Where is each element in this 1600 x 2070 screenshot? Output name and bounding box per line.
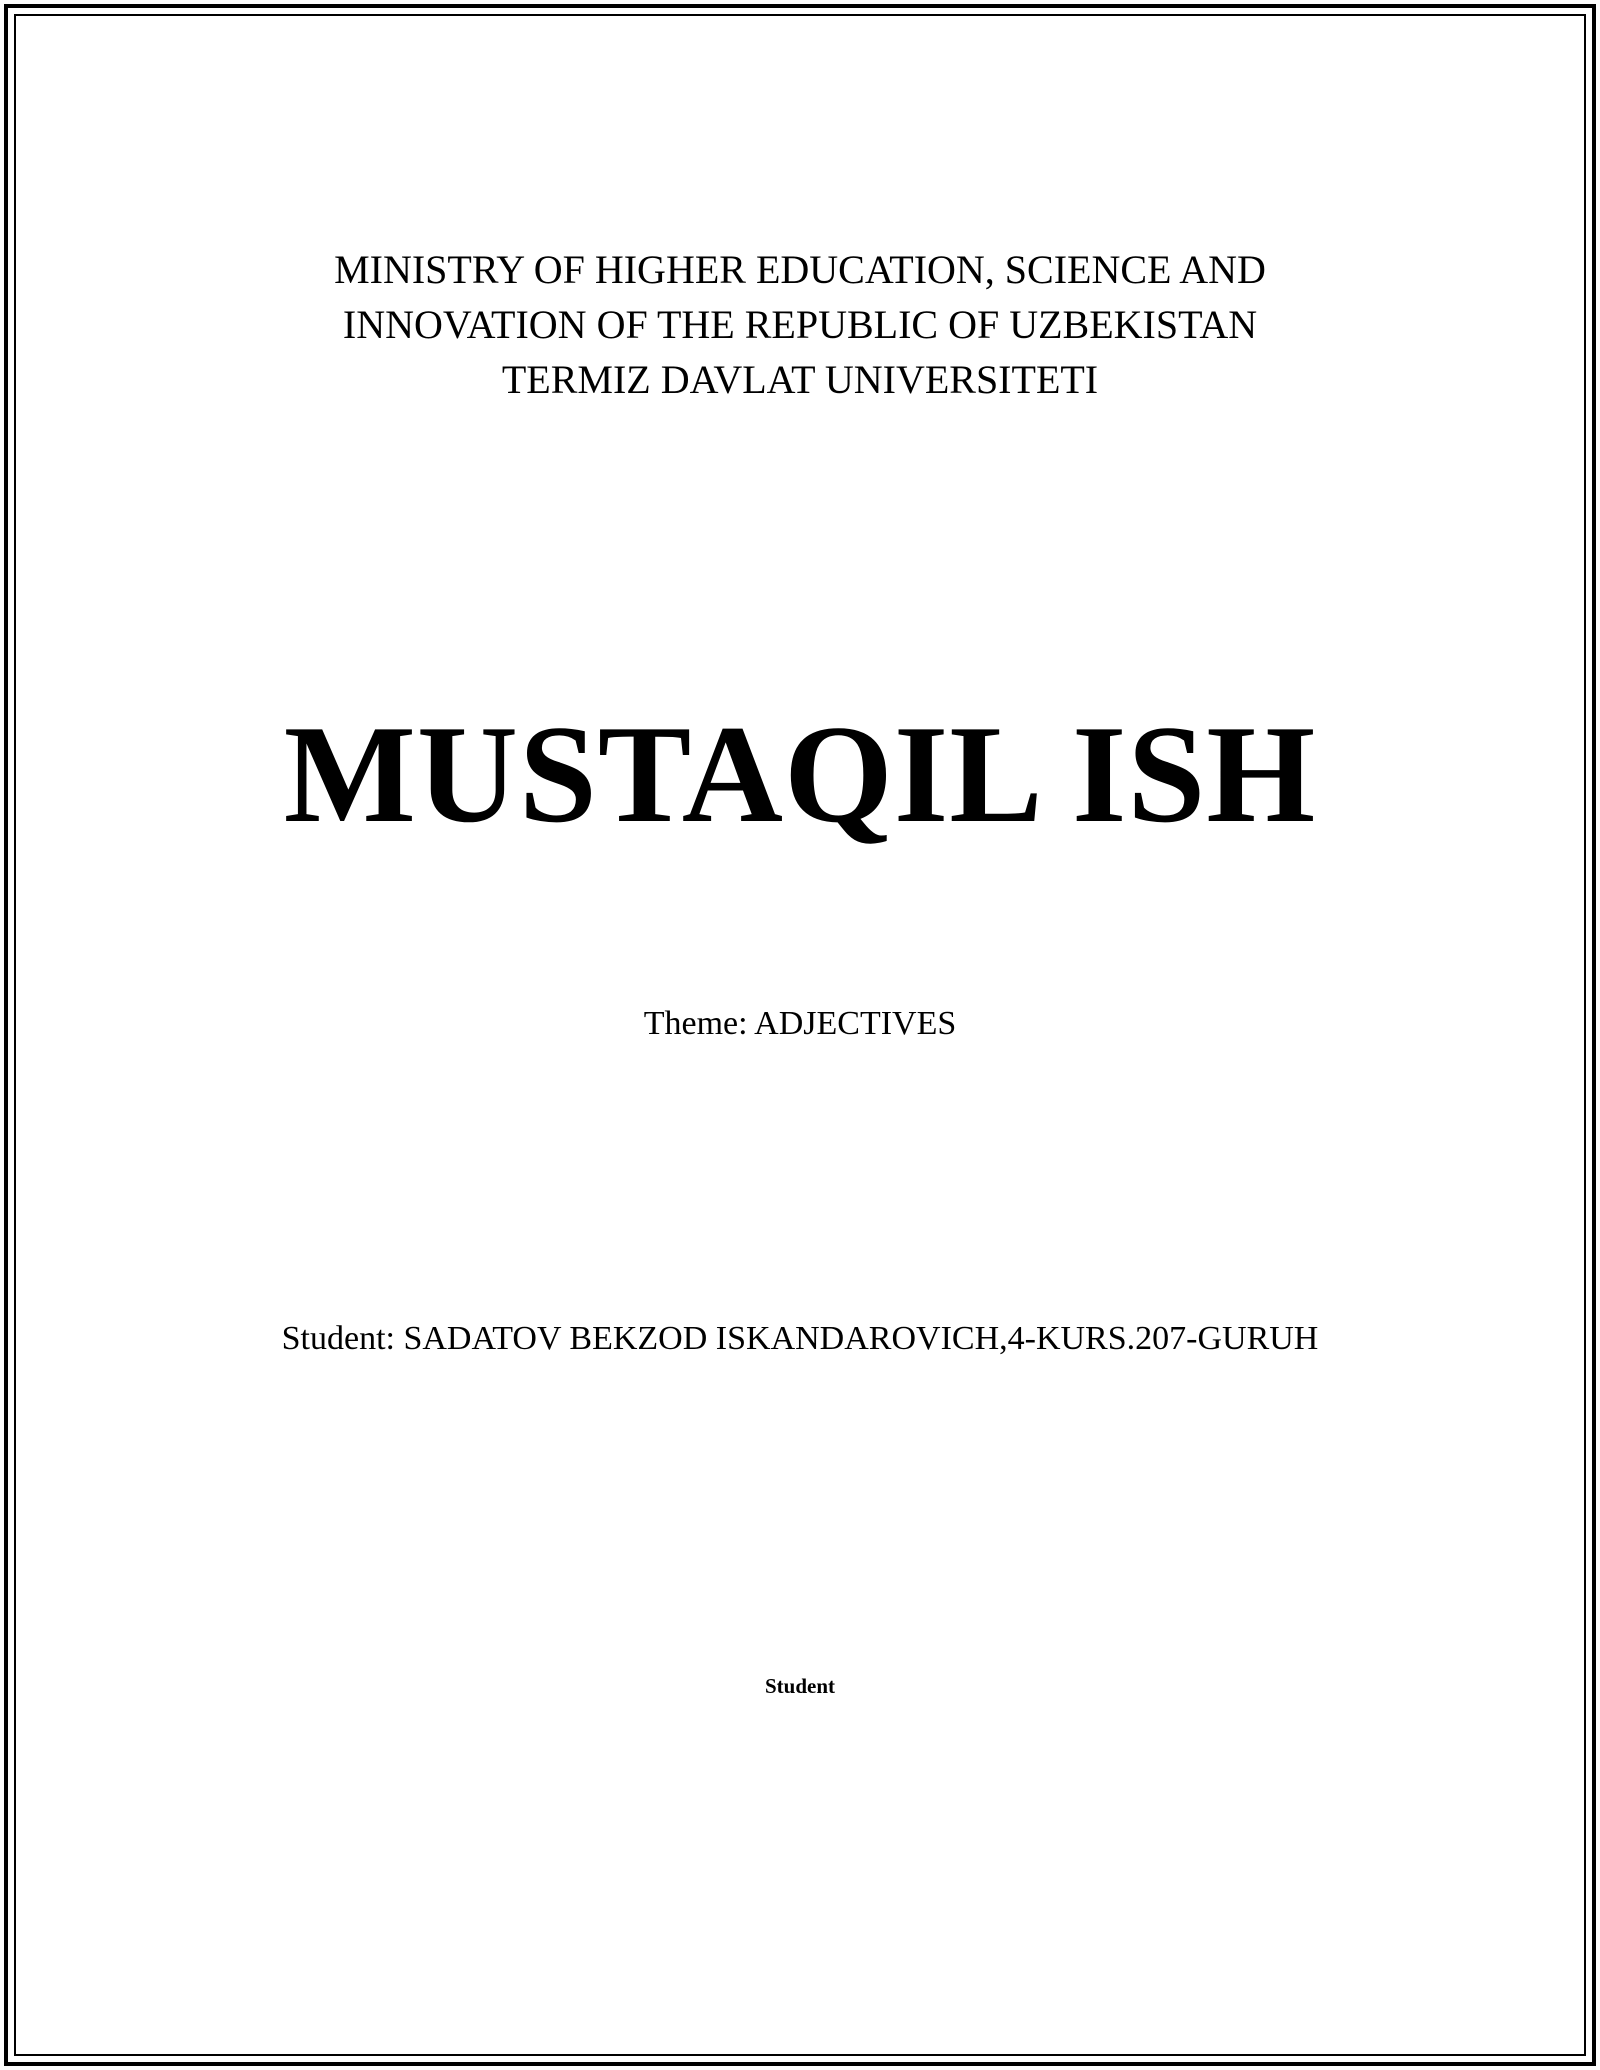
- header-line-university: TERMIZ DAVLAT UNIVERSITETI: [501, 357, 1099, 402]
- institution-header: [0, 242, 1600, 407]
- header-line-republic: INNOVATION OF THE REPUBLIC OF UZBEKISTAN: [342, 302, 1258, 347]
- document-title: MUSTAQIL ISH: [283, 697, 1317, 852]
- student-info: Student: SADATOV BEKZOD ISKANDAROVICH,4-KURS.207-GURUH: [281, 1320, 1319, 1357]
- theme-line: Theme: ADJECTIVES: [643, 1005, 957, 1042]
- header-line-ministry: MINISTRY OF HIGHER EDUCATION, SCIENCE AND: [334, 247, 1266, 292]
- student-footer-label: Student: [764, 1674, 836, 1698]
